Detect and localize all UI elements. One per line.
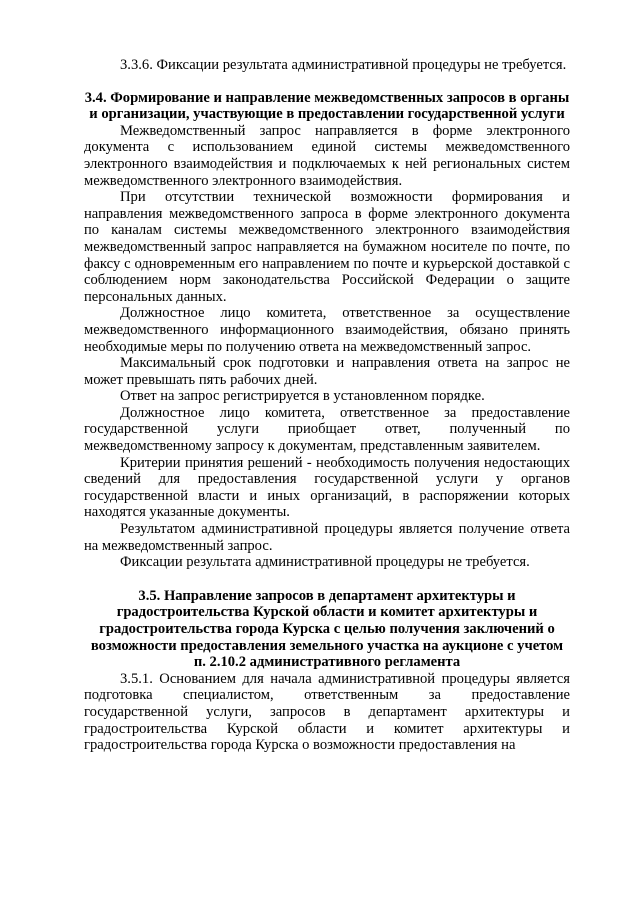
paragraph-3-4-1: Межведомственный запрос направляется в форме электронного документа с использованием единой системы межведомственного электронного взаимодействия и подключаемых к ней региональных систем межведомственного электронного взаимодействия. <box>84 122 570 189</box>
section-heading-3-5: 3.5. Направление запросов в департамент архитектуры и градостроительства Курской области и комитет архитектуры и градостроительства города Курска с целью получения заключений о возможности предоставления земельного участка на аукционе с учетом п. 2.10.2 административного регламента <box>90 587 564 671</box>
paragraph-3-5-1: 3.5.1. Основанием для начала административной процедуры является подготовка специалистом, ответственным за предоставление государственной услуги, запросов в департамент архитектуры и градостроительства Курской области и комитет архитектуры и градостроительства города Курска о возможности предоставления на <box>84 670 570 754</box>
paragraph-3-4-3: Должностное лицо комитета, ответственное за осуществление межведомственного информационного взаимодействия, обязано принять необходимые меры по получению ответа на межведомственный запрос. <box>84 305 570 355</box>
paragraph-3-4-8: Результатом административной процедуры является получение ответа на межведомственный запрос. <box>84 521 570 554</box>
document-page <box>84 57 570 754</box>
paragraph-3-4-4: Максимальный срок подготовки и направления ответа на запрос не может превышать пять рабочих дней. <box>84 355 570 388</box>
section-heading-3-4: 3.4. Формирование и направление межведомственных запросов в органы и организации, участвующие в предоставлении государственной услуги <box>84 89 570 123</box>
paragraph-3-4-2: При отсутствии технической возможности формирования и направления межведомственного запроса в форме электронного документа по каналам системы межведомственного электронного взаимодействия межведомственный запрос направляется на бумажном носителе по почте, по факсу с одновременным его направлением по почте и курьерской доставкой с соблюдением норм законодательства Российской Федерации о защите персональных данных. <box>84 189 570 305</box>
paragraph-3-4-7: Критерии принятия решений - необходимость получения недостающих сведений для предоставления государственной услуги у органов государственной власти и иных организаций, в распоряжении которых находятся указанные документы. <box>84 454 570 521</box>
paragraph-3-4-9: Фиксации результата административной процедуры не требуется. <box>120 554 530 571</box>
paragraph-3-3-6: 3.3.6. Фиксации результата административной процедуры не требуется. <box>120 57 567 73</box>
paragraph-3-4-5: Ответ на запрос регистрируется в установленном порядке. <box>120 388 485 405</box>
paragraph-3-4-6: Должностное лицо комитета, ответственное за предоставление государственной услуги приобщает ответ, полученный по межведомственному запросу к документам, представленным заявителем. <box>84 404 570 455</box>
